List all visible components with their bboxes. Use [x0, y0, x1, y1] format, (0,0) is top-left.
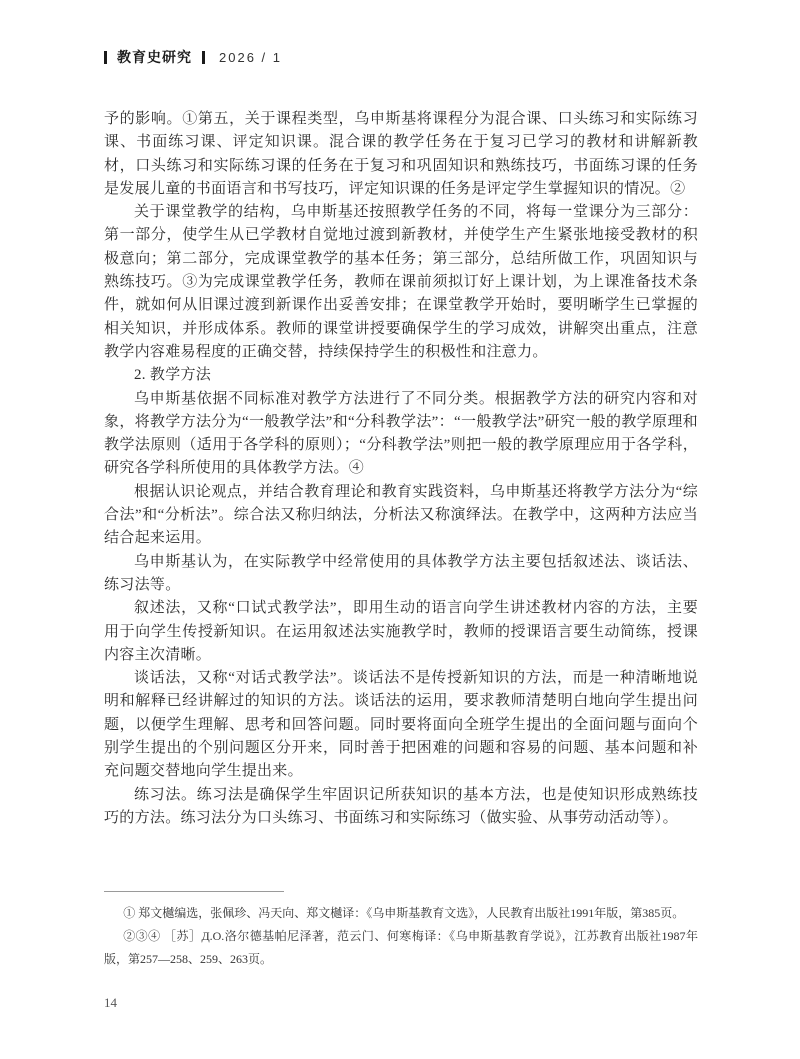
paragraph-continuation: 予的影响。①第五，关于课程类型，乌申斯基将课程分为混合课、口头练习和实际练习课、书面练习课、评定知识课。混合课的教学任务在于复习已学习的教材和讲解新教材，口头练习和实际练习课的任务在于复习和巩固知识和熟练技巧，书面练习课的任务是发展儿童的书面语言和书写技巧，评定知识课的任务是评定学生掌握知识的情况。②	[104, 111, 698, 197]
journal-title: 教育史研究	[117, 49, 192, 65]
paragraph: 关于课堂教学的结构，乌申斯基还按照教学任务的不同，将每一堂课分为三部分：第一部分，使学生从已学教材自觉地过渡到新教材，并使学生产生紧张地接受教材的积极意向；第二部分，完成课堂教学的基本任务；第三部分，总结所做工作，巩固知识与熟练技巧。③为完成课堂教学任务，教师在课前须拟订好上课计划，为上课准备技术条件，就如何从旧课过渡到新课作出妥善安排；在课堂教学开始时，要明晰学生已掌握的相关知识，并形成体系。教师的课堂讲授要确保学生的学习成效，讲解突出重点，注意教学内容难易程度的正确交替，持续保持学生的积极性和注意力。	[104, 204, 698, 360]
page-number: 14	[104, 995, 117, 1010]
paragraph: 根据认识论观点，并结合教育理论和教育实践资料，乌申斯基还将教学方法分为“综合法”和“分析法”。综合法又称归纳法，分析法又称演绎法。在教学中，这两种方法应当结合起来运用。	[104, 483, 698, 547]
footnotes-section	[104, 891, 698, 971]
issue-number: 2026 / 1	[219, 49, 282, 65]
section-heading: 2. 教学方法	[134, 367, 212, 384]
article-body	[104, 108, 698, 830]
footnote: ②③④ ［苏］Д.О.洛尔德基帕尼泽著，范云门、何寒梅译：《乌申斯基教育学说》，江苏教育出版社1987年版，第257—258、259、263页。	[104, 929, 698, 966]
footnote-separator	[104, 891, 284, 892]
paragraph: 乌申斯基依据不同标准对教学方法进行了不同分类。根据教学方法的研究内容和对象，将教学方法分为“一般教学法”和“分科教学法”：“一般教学法”研究一般的教学原理和教学法原则（适用于各学科的原则）；“分科教学法”则把一般的教学原理应用于各学科，研究各学科所使用的具体教学方法。④	[104, 390, 698, 477]
header-left-bar-icon	[104, 51, 107, 64]
header-right-bar-icon	[202, 51, 205, 64]
paragraph: 练习法。练习法是确保学生牢固识记所获知识的基本方法，也是使知识形成熟练技巧的方法。练习法分为口头练习、书面练习和实际练习（做实验、从事劳动活动等）。	[104, 786, 698, 826]
paragraph: 叙述法，又称“口试式教学法”，即用生动的语言向学生讲述教材内容的方法，主要用于向学生传授新知识。在运用叙述法实施教学时，教师的授课语言要生动简练，授课内容主次清晰。	[104, 600, 698, 663]
journal-header	[104, 48, 282, 66]
paragraph: 谈话法，又称“对话式教学法”。谈话法不是传授新知识的方法，而是一种清晰地说明和解释已经讲解过的知识的方法。谈话法的运用，要求教师清楚明白地向学生提出问题，以便学生理解、思考和回答问题。同时要将面向全班学生提出的全面问题与面向个别学生提出的个别问题区分开来，同时善于把困难的问题和容易的问题、基本问题和补充问题交替地向学生提出来。	[104, 670, 698, 780]
footnote: ① 郑文樾编选，张佩珍、冯天向、郑文樾译：《乌申斯基教育文选》，人民教育出版社1991年版，第385页。	[123, 906, 685, 920]
paragraph: 乌申斯基认为，在实际教学中经常使用的具体教学方法主要包括叙述法、谈话法、练习法等。	[104, 553, 698, 593]
